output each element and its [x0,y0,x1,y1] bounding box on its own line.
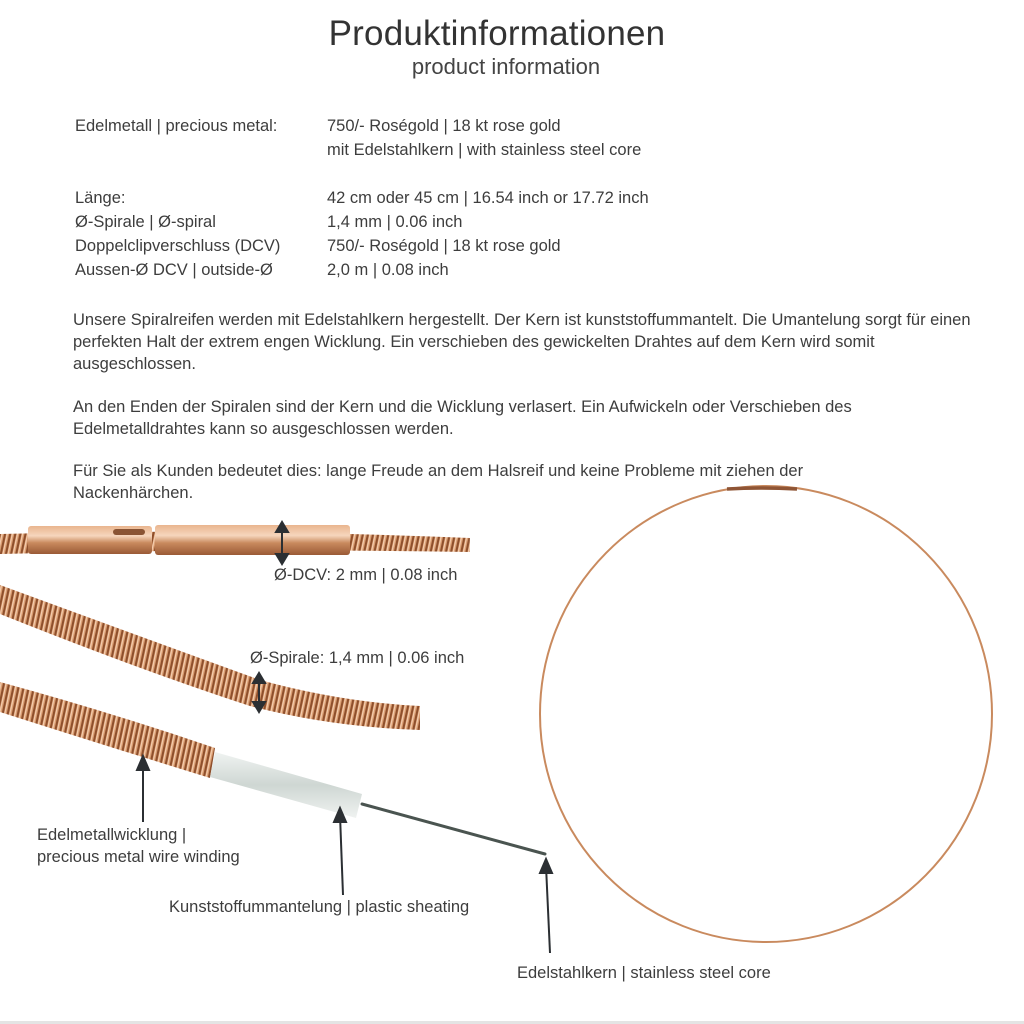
spec-value-core: mit Edelstahlkern | with stainless steel core [327,141,642,159]
spec-label-clasp: Doppelclipverschluss (DCV) [75,237,281,255]
page-subtitle: product information [411,54,601,79]
spec-label-length: Länge: [75,189,126,207]
spec-value-precious-metal: 750/- Roségold | 18 kt rose gold [327,117,561,135]
paragraph-laser-ends: An den Enden der Spiralen sind der Kern und die Wicklung verlasert. Ein Aufwickeln oder Verschieben des Edelmetalldrahtes kann so ausgeschlossen werden. [73,398,852,438]
callout-spiral-diameter: Ø-Spirale: 1,4 mm | 0.06 inch [250,649,465,667]
callout-sheathing: Kunststoffummantelung | plastic sheating [169,898,470,916]
spec-label-spiral: Ø-Spirale | Ø-spiral [75,213,216,231]
callout-winding-line2: precious metal wire winding [37,848,240,866]
paragraph-customer-benefit: Für Sie als Kunden bedeutet dies: lange Freude an dem Halsreif und keine Probleme mit ziehen der Nackenhärchen. [73,462,804,502]
page-title: Produktinformationen [328,14,666,53]
callout-dcv-diameter: Ø-DCV: 2 mm | 0.08 inch [274,566,458,584]
paragraph-construction: Unsere Spiralreifen werden mit Edelstahlkern hergestellt. Der Kern ist kunststoffummantelt. Die Umantelung sorgt für einen perfekten Halt der extrem engen Wicklung. Ein verschieben des gewickelten Drahtes auf dem Kern wird somit ausgeschlossen. [73,311,971,373]
spec-value-length: 42 cm oder 45 cm | 16.54 inch or 17.72 inch [327,189,649,207]
arrow-up-icon [253,673,265,683]
necklace-ring-image [540,486,992,942]
sheathing-pointer-arrow [340,815,343,895]
spec-label-precious-metal: Edelmetall | precious metal: [75,117,278,135]
dimension-arrows [137,522,552,953]
arrow-down-icon [276,554,288,564]
clasp-wire-image [0,520,480,565]
callout-winding-line1: Edelmetallwicklung | [37,826,187,844]
spec-value-clasp: 750/- Roségold | 18 kt rose gold [327,237,561,255]
spec-label-outside-diameter: Aussen-Ø DCV | outside-Ø [75,261,273,279]
spec-value-outside-diameter: 2,0 m | 0.08 inch [327,261,449,279]
callout-core: Edelstahlkern | stainless steel core [517,964,771,982]
spec-value-spiral: 1,4 mm | 0.06 inch [327,213,463,231]
core-pointer-arrow [546,866,550,953]
arrow-up-icon [540,859,552,873]
